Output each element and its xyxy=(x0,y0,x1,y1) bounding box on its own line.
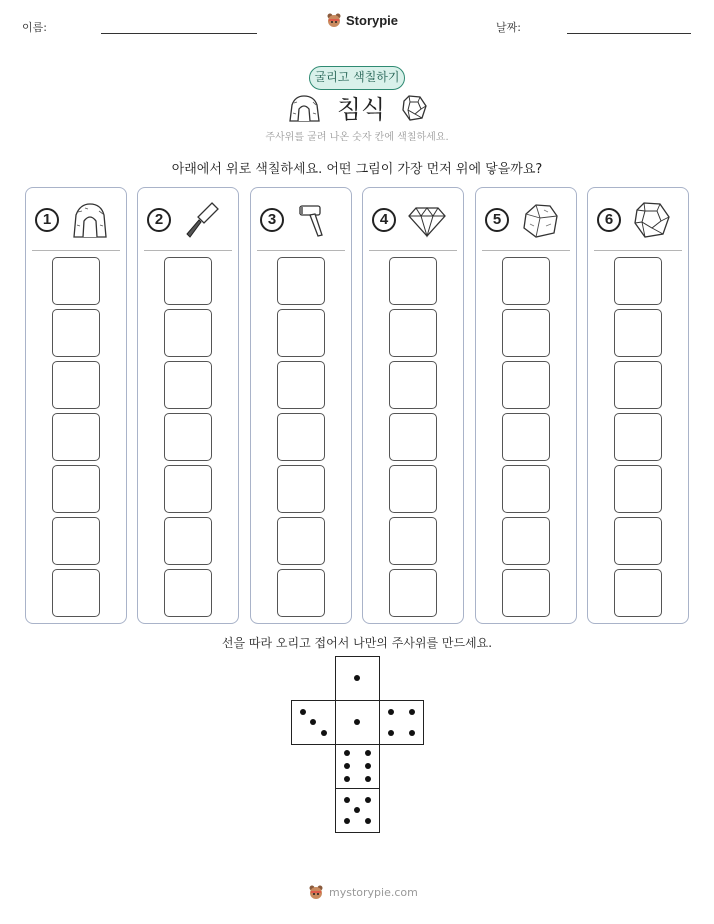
color-cell[interactable] xyxy=(389,569,437,617)
gem-icon xyxy=(632,200,672,240)
column-number: 3 xyxy=(260,208,284,232)
color-cell[interactable] xyxy=(277,413,325,461)
date-label: 날짜: xyxy=(496,21,521,34)
color-cell[interactable] xyxy=(502,517,550,565)
color-cell[interactable] xyxy=(502,465,550,513)
color-cell[interactable] xyxy=(164,517,212,565)
dice-pip xyxy=(365,797,371,803)
dice-pip xyxy=(409,730,415,736)
dice-pip xyxy=(388,709,394,715)
color-cell[interactable] xyxy=(52,257,100,305)
color-cell[interactable] xyxy=(277,569,325,617)
color-cell[interactable] xyxy=(164,465,212,513)
column-5 xyxy=(475,187,577,624)
color-cell[interactable] xyxy=(52,413,100,461)
dice-pip xyxy=(344,797,350,803)
gem-icon xyxy=(401,94,427,122)
column-number: 5 xyxy=(485,208,509,232)
color-cell[interactable] xyxy=(164,257,212,305)
dice-face-1 xyxy=(335,700,380,745)
rock-arch-icon xyxy=(287,93,321,123)
dice-face-4 xyxy=(379,700,424,745)
column-header xyxy=(138,188,238,250)
column-6 xyxy=(587,187,689,624)
dice-pip xyxy=(409,709,415,715)
dice-pip xyxy=(354,719,360,725)
column-3 xyxy=(250,187,352,624)
dice-pip xyxy=(388,730,394,736)
brand-logo xyxy=(326,12,398,28)
color-cell[interactable] xyxy=(389,257,437,305)
color-cell[interactable] xyxy=(52,517,100,565)
dice-pip xyxy=(354,807,360,813)
color-cell[interactable] xyxy=(277,361,325,409)
dice-face-3 xyxy=(291,700,336,745)
dice-pip xyxy=(365,776,371,782)
column-number: 6 xyxy=(597,208,621,232)
dice-pip xyxy=(354,675,360,681)
color-cell[interactable] xyxy=(614,517,662,565)
color-cell[interactable] xyxy=(389,309,437,357)
activity-badge: 굴리고 색칠하기 xyxy=(309,66,405,90)
column-header xyxy=(26,188,126,250)
color-cell[interactable] xyxy=(389,517,437,565)
color-cell[interactable] xyxy=(614,569,662,617)
dice-pip xyxy=(344,776,350,782)
dice-face-1 xyxy=(335,656,380,701)
hammer-icon xyxy=(295,200,335,240)
dice-pip xyxy=(344,818,350,824)
color-cell[interactable] xyxy=(502,569,550,617)
color-cell[interactable] xyxy=(277,309,325,357)
column-number: 4 xyxy=(372,208,396,232)
fold-instruction: 선을 따라 오리고 접어서 나만의 주사위를 만드세요. xyxy=(221,636,493,650)
color-cell[interactable] xyxy=(389,465,437,513)
chisel-icon xyxy=(182,200,222,240)
color-cell[interactable] xyxy=(164,361,212,409)
color-cell[interactable] xyxy=(277,465,325,513)
column-header xyxy=(251,188,351,250)
instruction: 아래에서 위로 색칠하세요. 어떤 그림이 가장 먼저 위에 닿을까요? xyxy=(171,162,543,177)
dice-pip xyxy=(310,719,316,725)
footer-url[interactable]: mystorypie.com xyxy=(329,885,418,899)
color-cell[interactable] xyxy=(164,309,212,357)
page-title: 침식 xyxy=(336,95,386,124)
rock-icon xyxy=(520,200,560,240)
rock-arch-icon xyxy=(70,200,110,240)
color-cell[interactable] xyxy=(164,413,212,461)
color-cell[interactable] xyxy=(502,257,550,305)
title-row xyxy=(0,90,714,126)
color-cell[interactable] xyxy=(502,413,550,461)
date-line[interactable] xyxy=(567,33,691,34)
color-cell[interactable] xyxy=(389,361,437,409)
column-4 xyxy=(362,187,464,624)
color-cell[interactable] xyxy=(614,465,662,513)
color-cell[interactable] xyxy=(614,257,662,305)
column-divider xyxy=(32,250,120,251)
column-divider xyxy=(594,250,682,251)
dice-pip xyxy=(365,818,371,824)
subtitle: 주사위를 굴려 나온 숫자 칸에 색칠하세요. xyxy=(265,132,449,143)
bear-icon xyxy=(308,884,324,900)
column-header xyxy=(588,188,688,250)
color-cell[interactable] xyxy=(502,361,550,409)
brand-name: Storypie xyxy=(346,12,399,28)
column-header xyxy=(363,188,463,250)
name-line[interactable] xyxy=(101,33,257,34)
dice-face-6 xyxy=(335,744,380,789)
color-cell[interactable] xyxy=(614,309,662,357)
dice-pip xyxy=(365,763,371,769)
dice-pip xyxy=(300,709,306,715)
column-divider xyxy=(257,250,345,251)
bear-icon xyxy=(326,12,342,28)
column-divider xyxy=(482,250,570,251)
footer xyxy=(308,884,418,900)
color-cell[interactable] xyxy=(52,569,100,617)
name-label: 이름: xyxy=(22,21,47,34)
color-cell[interactable] xyxy=(277,257,325,305)
color-cell[interactable] xyxy=(614,361,662,409)
dice-pip xyxy=(344,763,350,769)
color-cell[interactable] xyxy=(389,413,437,461)
column-number: 2 xyxy=(147,208,171,232)
dice-pip xyxy=(344,750,350,756)
column-1 xyxy=(25,187,127,624)
color-cell[interactable] xyxy=(52,361,100,409)
color-cell[interactable] xyxy=(164,569,212,617)
color-cell[interactable] xyxy=(52,465,100,513)
dice-face-5 xyxy=(335,788,380,833)
column-number: 1 xyxy=(35,208,59,232)
column-divider xyxy=(369,250,457,251)
dice-pip xyxy=(365,750,371,756)
diamond-icon xyxy=(407,200,447,240)
dice-pip xyxy=(321,730,327,736)
column-header xyxy=(476,188,576,250)
color-cell[interactable] xyxy=(502,309,550,357)
color-cell[interactable] xyxy=(614,413,662,461)
column-divider xyxy=(144,250,232,251)
column-2 xyxy=(137,187,239,624)
color-cell[interactable] xyxy=(277,517,325,565)
color-cell[interactable] xyxy=(52,309,100,357)
